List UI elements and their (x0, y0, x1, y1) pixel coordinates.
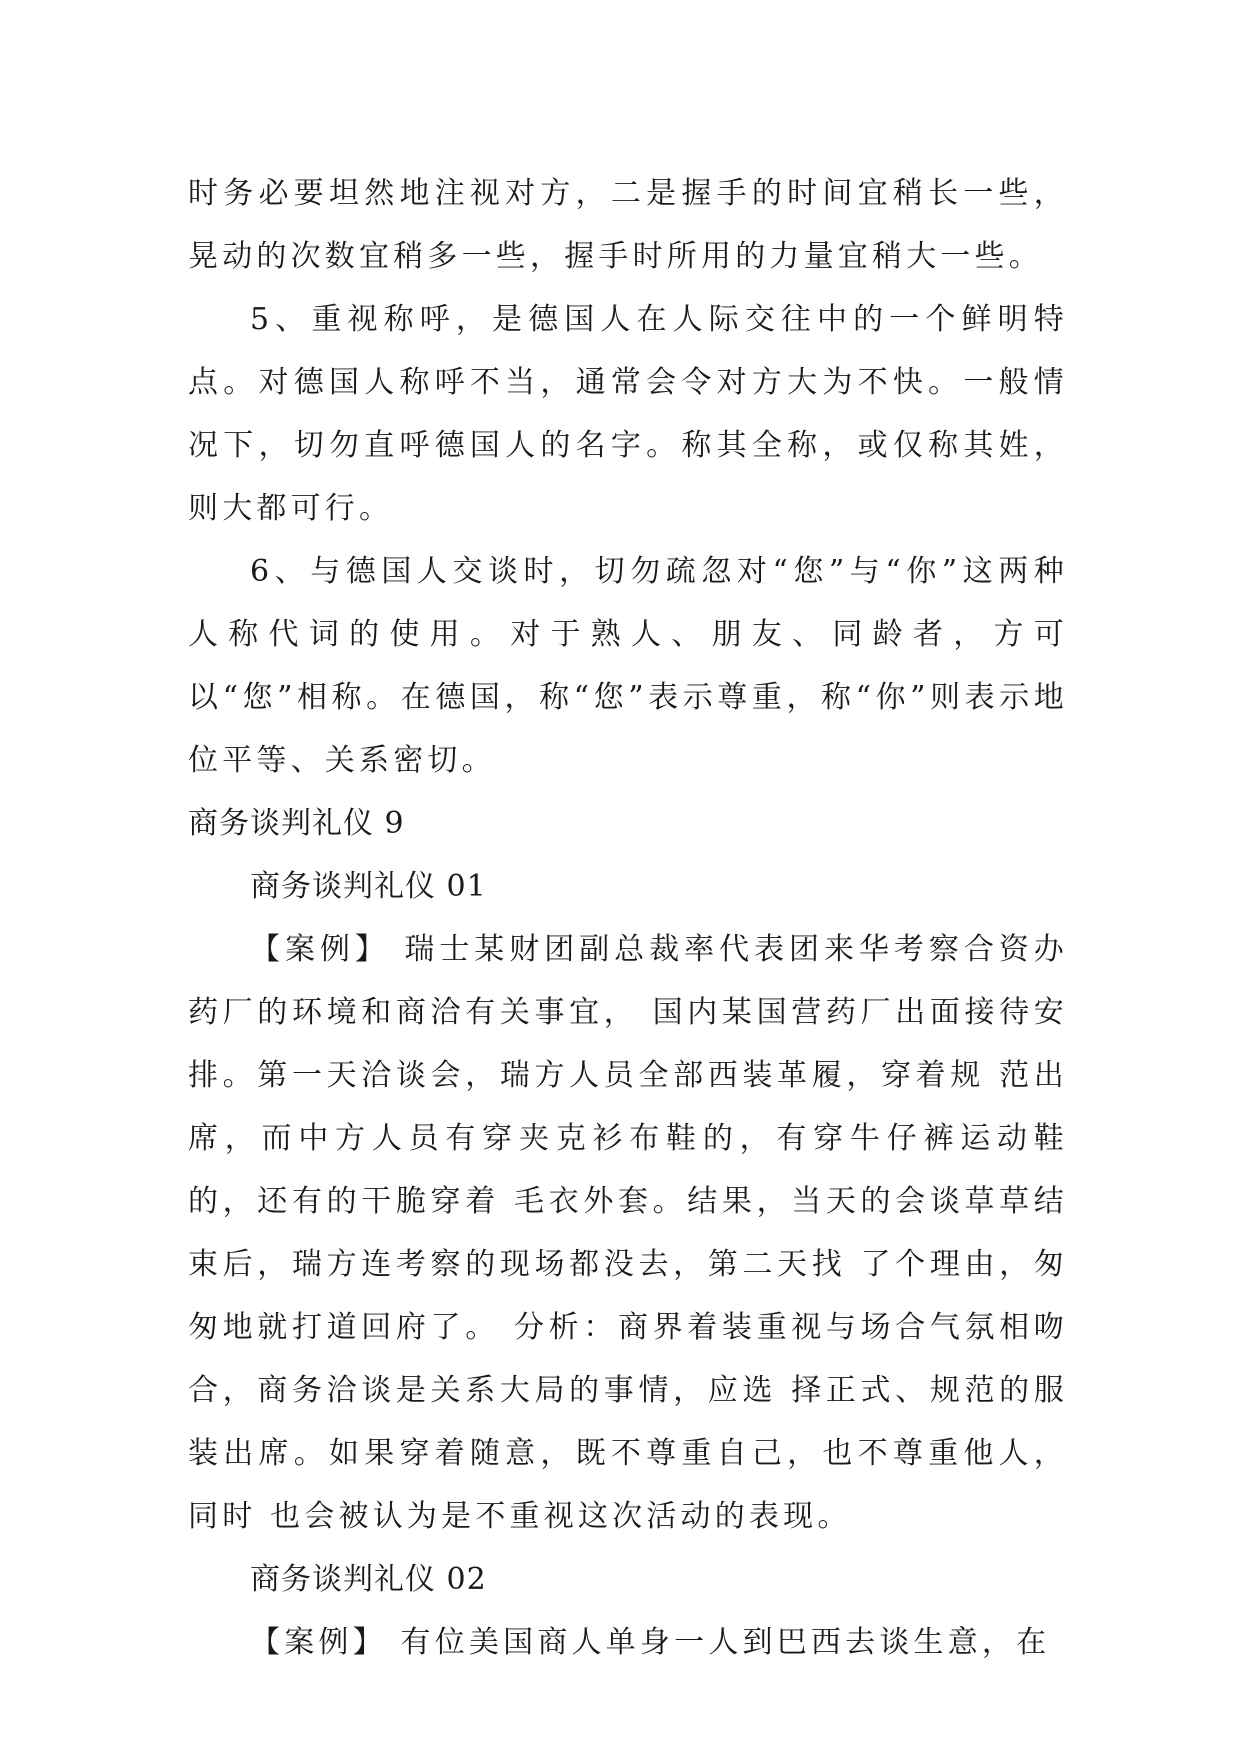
paragraph-point-6-pronoun-usage: 6、与德国人交谈时，切勿疏忽对“您”与“你”这两种人称代词的使用。对于熟人、朋友、同龄者，方可以“您”相称。在德国，称“您”表示尊重，称“你”则表示地位平等、关系密切。 (188, 554, 1068, 778)
document-page (188, 162, 1068, 1674)
section-heading: 商务谈判礼仪 9 (188, 806, 405, 841)
paragraph-handshake-tail: 时务必要坦然地注视对方，二是握手的时间宜稍长一些，晃动的次数宜稍多一些，握手时所用的力量宜稍大一些。 (188, 176, 1068, 274)
subsection-heading-01: 商务谈判礼仪 01 (250, 869, 487, 904)
subsection-heading-02: 商务谈判礼仪 02 (250, 1562, 487, 1597)
paragraph-point-5-forms-of-address: 5、重视称呼，是德国人在人际交往中的一个鲜明特点。对德国人称呼不当，通常会令对方大为不快。一般情况下，切勿直呼德国人的名字。称其全称，或仅称其姓，则大都可行。 (188, 302, 1068, 526)
paragraph-case-02: 【案例】 有位美国商人单身一人到巴西去谈生意，在 (250, 1625, 1051, 1660)
paragraph-case-01: 【案例】 瑞士某财团副总裁率代表团来华考察合资办药厂的环境和商洽有关事宜， 国内某国营药厂出面接待安排。第一天洽谈会，瑞方人员全部西装革履，穿着规 范出席，而中方人员有穿夹克衫布鞋的，有穿牛仔裤运动鞋的，还有的干脆穿着 毛衣外套。结果，当天的会谈草草结束后，瑞方连考察的现场都没去，第二天找 了个理由，匆匆地就打道回府了。 分析：商界着装重视与场合气氛相吻合，商务洽谈是关系大局的事情，应选 择正式、规范的服装出席。如果穿着随意，既不尊重自己，也不尊重他人，同时 也会被认为是不重视这次活动的表现。 (188, 932, 1068, 1534)
